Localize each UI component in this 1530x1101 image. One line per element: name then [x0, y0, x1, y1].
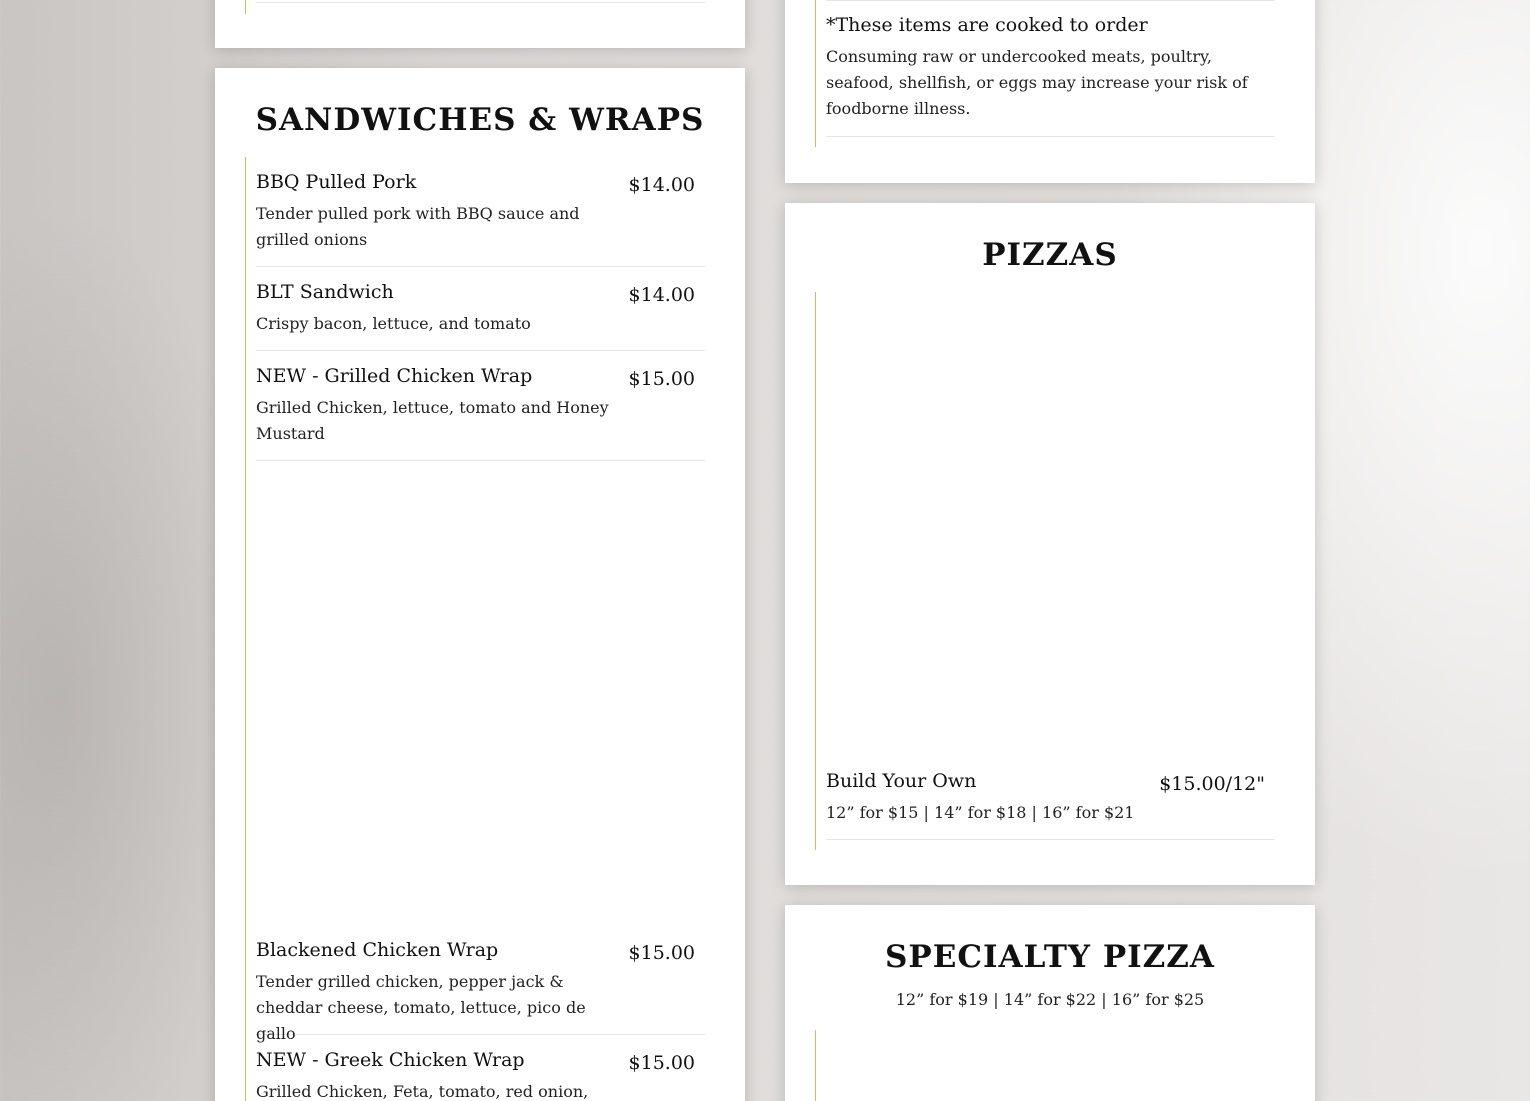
cooked-to-order-card	[785, 0, 1315, 183]
menu-item[interactable]	[256, 1049, 705, 1101]
item-description: Tender grilled chicken, pepper jack & cheddar cheese, tomato, lettuce, pico de gallo	[256, 972, 586, 1043]
menu-item[interactable]	[256, 171, 705, 267]
item-price: $15.00	[628, 368, 695, 390]
item-price: $15.00	[628, 1052, 695, 1074]
item-name: BLT Sandwich	[256, 281, 394, 303]
menu-item[interactable]	[256, 939, 705, 1043]
specialty-pizza-card	[785, 905, 1315, 1101]
item-price: $15.00/12"	[1159, 773, 1265, 795]
item-name: BBQ Pulled Pork	[256, 171, 417, 193]
item-description: Tender pulled pork with BBQ sauce and grilled onions	[256, 204, 580, 249]
sandwiches-wraps-card	[215, 68, 745, 1101]
item-divider	[256, 2, 705, 3]
item-name: NEW - Grilled Chicken Wrap	[256, 365, 533, 387]
accent-line	[245, 157, 246, 1101]
menu-item[interactable]	[256, 365, 705, 461]
section-title: SPECIALTY PIZZA	[885, 939, 1215, 975]
item-name: NEW - Greek Chicken Wrap	[256, 1049, 525, 1071]
accent-line	[815, 0, 816, 147]
accent-line	[815, 292, 816, 850]
menu-item[interactable]	[826, 770, 1275, 840]
section-subtitle: 12” for $19 | 14” for $22 | 16” for $25	[895, 990, 1205, 1009]
pizzas-card	[785, 203, 1315, 885]
notice-text: Consuming raw or undercooked meats, poultry, seafood, shellfish, or eggs may increase your risk of foodborne illness.	[826, 47, 1248, 118]
item-description: Grilled Chicken, Feta, tomato, red onion,	[256, 1082, 589, 1101]
item-divider	[826, 0, 1275, 1]
item-price: $14.00	[628, 284, 695, 306]
item-name: Build Your Own	[826, 770, 977, 792]
item-price: $15.00	[628, 942, 695, 964]
section-title: SANDWICHES & WRAPS	[255, 102, 705, 138]
item-name: Blackened Chicken Wrap	[256, 939, 499, 961]
item-description: Grilled Chicken, lettuce, tomato and Honey Mustard	[256, 398, 609, 443]
section-title: PIZZAS	[982, 237, 1118, 273]
item-description: 12” for $15 | 14” for $18 | 16” for $21	[826, 803, 1135, 822]
previous-section-card	[215, 0, 745, 48]
notice-title: *These items are cooked to order	[826, 14, 1148, 36]
item-description: Crispy bacon, lettuce, and tomato	[256, 314, 531, 333]
notice-item	[826, 14, 1275, 137]
accent-line	[245, 0, 246, 14]
menu-item[interactable]	[256, 281, 705, 351]
accent-line	[815, 1030, 816, 1101]
item-price: $14.00	[628, 174, 695, 196]
